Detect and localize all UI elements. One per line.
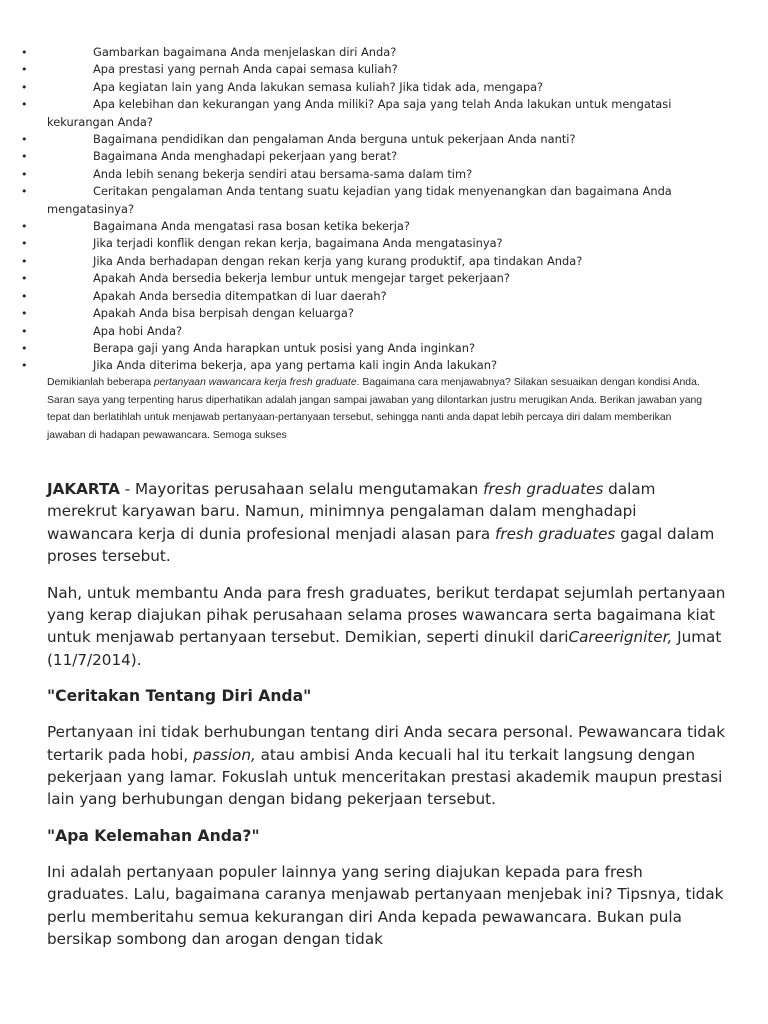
question-list — [0, 44, 768, 375]
question-item: • Apa kelebihan dan kekurangan yang Anda miliki? Apa saja yang telah Anda lakukan untuk mengatasi kekurangan Anda? — [21, 97, 672, 129]
question-item: • Apa prestasi yang pernah Anda capai semasa kuliah? — [0, 61, 768, 78]
article-body — [47, 478, 727, 965]
question-item: • Bagaimana Anda menghadapi pekerjaan yang berat? — [0, 148, 768, 165]
bullet-icon: • — [21, 289, 28, 303]
article-intro-paragraph: JAKARTA - Mayoritas perusahaan selalu mengutamakan fresh graduates dalam merekrut karyawan baru. Namun, minimnya pengalaman dalam menghadapi wawancara kerja di dunia profesional menjadi alasan para fresh graduates gagal dalam proses tersebut. — [47, 480, 715, 566]
bullet-icon: • — [21, 80, 28, 94]
section-heading-tell-about-yourself: "Ceritakan Tentang Diri Anda" — [47, 687, 312, 706]
article-paragraph: Ini adalah pertanyaan populer lainnya yang sering diajukan kepada para fresh graduates. Lalu, bagaimana caranya menjawab pertanyaan menjebak ini? Tipsnya, tidak perlu memberitahu semua kekurangan diri Anda kepada pewawancara. Bukan pula bersikap sombong dan arogan dengan tidak — [47, 862, 724, 949]
summary-paragraph: Demikianlah beberapa pertanyaan wawancara kerja fresh graduate. Bagaimana cara menjawabnya? Silakan sesuaikan dengan kondisi Anda. Saran saya yang terpenting harus diperhatikan adalah jangan sampai jawaban yang dilontarkan justru merugikan Anda. Berikan jawaban yang tepat dan berlatihlah untuk menjawab pertanyaan-pertanyaan tersebut, sehingga nanti anda dapat lebih percaya diri dalam memberikan jawaban di hadapan pewawancara. Semoga sukses — [47, 377, 703, 441]
bullet-icon: • — [21, 133, 28, 147]
bullet-icon: • — [21, 272, 28, 286]
question-item: • Jika Anda berhadapan dengan rekan kerja yang kurang produktif, apa tindakan Anda? — [0, 253, 768, 270]
section-heading-weakness: "Apa Kelemahan Anda?" — [47, 826, 260, 845]
bullet-icon: • — [21, 341, 28, 355]
bullet-icon: • — [21, 237, 28, 251]
question-item: • Jika Anda diterima bekerja, apa yang pertama kali ingin Anda lakukan? — [0, 357, 768, 374]
question-item: • Apakah Anda bersedia bekerja lembur untuk mengejar target pekerjaan? — [0, 270, 768, 287]
question-item: • Gambarkan bagaimana Anda menjelaskan diri Anda? — [0, 44, 768, 61]
bullet-icon: • — [21, 167, 28, 181]
summary-emphasis: pertanyaan wawancara kerja fresh graduate — [153, 377, 357, 388]
source-name: Careerigniter, — [568, 628, 673, 647]
question-item: • Berapa gaji yang Anda harapkan untuk posisi yang Anda inginkan? — [0, 340, 768, 357]
bullet-icon: • — [21, 185, 28, 199]
bullet-icon: • — [21, 63, 28, 77]
bullet-icon: • — [21, 220, 28, 234]
bullet-icon: • — [21, 324, 28, 338]
bullet-icon: • — [21, 98, 28, 112]
bullet-icon: • — [21, 359, 28, 373]
question-item: • Apakah Anda bersedia ditempatkan di luar daerah? — [0, 288, 768, 305]
bullet-icon: • — [21, 307, 28, 321]
question-item: • Bagaimana pendidikan dan pengalaman Anda berguna untuk pekerjaan Anda nanti? — [0, 131, 768, 148]
bullet-icon: • — [21, 46, 28, 59]
bullet-icon: • — [21, 150, 28, 164]
question-item: • Jika terjadi konflik dengan rekan kerja, bagaimana Anda mengatasinya? — [0, 235, 768, 252]
question-item: • Apa kegiatan lain yang Anda lakukan semasa kuliah? Jika tidak ada, mengapa? — [0, 79, 768, 96]
question-item: • Apakah Anda bisa berpisah dengan keluarga? — [0, 305, 768, 322]
article-paragraph: Nah, untuk membantu Anda para fresh graduates, berikut terdapat sejumlah pertanyaan yang kerap diajukan pihak perusahaan selama proses wawancara serta bagaimana kiat untuk menjawab pertanyaan tersebut. Demikian, seperti dinukil dariCareerigniter, Jumat (11/7/2014). — [47, 583, 726, 669]
question-item: • Ceritakan pengalaman Anda tentang suatu kejadian yang tidak menyenangkan dan bagaimana Anda mengatasinya? — [21, 184, 672, 216]
dateline-city: JAKARTA — [47, 480, 120, 498]
question-item: • Apa hobi Anda? — [0, 323, 768, 340]
bullet-icon: • — [21, 254, 28, 268]
question-item: • Bagaimana Anda mengatasi rasa bosan ketika bekerja? — [0, 218, 768, 235]
question-item: • Anda lebih senang bekerja sendiri atau bersama-sama dalam tim? — [0, 166, 768, 183]
article-paragraph: Pertanyaan ini tidak berhubungan tentang diri Anda secara personal. Pewawancara tidak tertarik pada hobi, passion, atau ambisi Anda kecuali hal itu terkait langsung dengan pekerjaan yang lamar. Fokuslah untuk menceritakan prestasi akademik maupun prestasi lain yang berhubungan dengan bidang pekerjaan tersebut. — [47, 723, 726, 809]
